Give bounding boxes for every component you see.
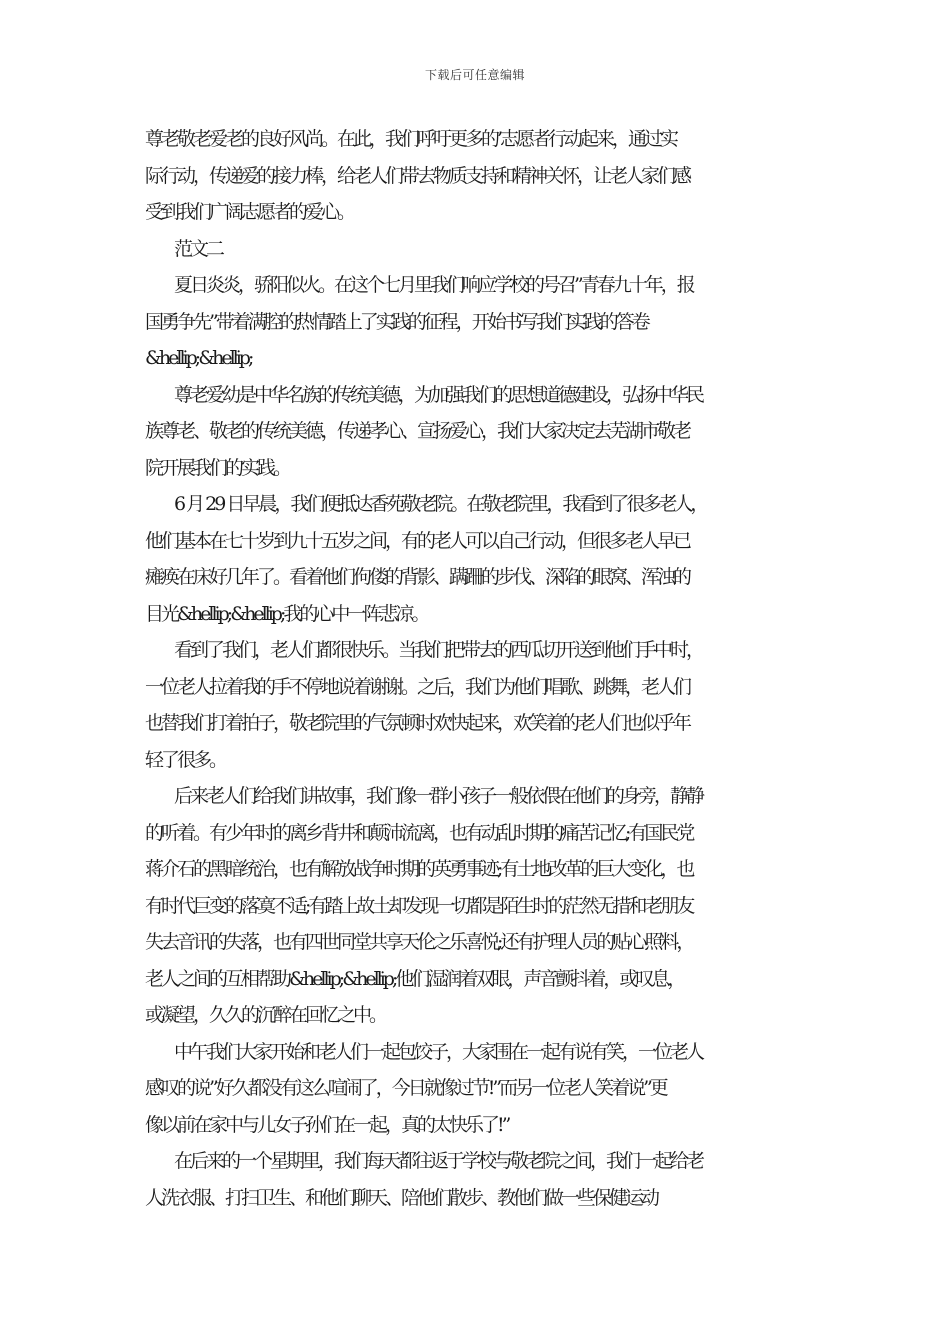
text-line: 后来老人们给我们讲故事，我们像一群小孩子一般依偎在他们的身旁，静静 — [174, 785, 703, 807]
text-line: 国勇争先”带着满腔的热情踏上了实践的征程，开始书写我们实践的答卷 — [145, 310, 648, 333]
text-line: 一位老人拉着我的手不停地说着谢谢。之后，我们为他们唱歌、跳舞，老人们 — [145, 675, 690, 698]
section-heading: 范文二 — [174, 237, 223, 260]
text-line: 目光&hellip;&hellip;我的心中一阵悲凉。 — [145, 602, 428, 625]
text-line: 人洗衣服、打扫卫生、和他们聊天、陪他们散步、教他们做一些保健运动 — [145, 1186, 658, 1209]
text-line: 夏日炎炎，骄阳似火。在这个七月里我们响应学校的号召”青春九十年，报 — [174, 274, 693, 296]
text-line: 或凝望，久久的沉醉在回忆之中。 — [145, 1004, 386, 1026]
page-header: 下载后可任意编辑 — [424, 68, 525, 82]
text-line: 老人之间的互相帮助&hellip;&hellip;他们湿润着双眼，声音颤抖着，或叹息， — [145, 967, 684, 990]
text-line: 失去音讯的失落，也有四世同堂共享天伦之乐喜悦;还有护理人员的贴心照料， — [145, 931, 693, 953]
text-line: 中午我们大家开始和老人们一起包饺子，大家围在一起有说有笑，一位老人 — [174, 1040, 703, 1063]
text-line: 轻了很多。 — [145, 748, 226, 771]
text-line: 受到我们广阔志愿者的爱心。 — [145, 201, 354, 223]
text-line: 有时代巨变的落寞不适;有踏上故土却发现一切都是陌生时的茫然无措和老朋友 — [145, 894, 693, 917]
text-line: 也替我们打着拍子，敬老院里的气氛顿时欢快起来，欢笑着的老人们也似乎年 — [145, 712, 690, 734]
text-line: 在后来的一个星期里，我们每天都往返于学校与敬老院之间，我们一起给老 — [174, 1150, 703, 1172]
text-line: 尊老爱幼是中华名族的传统美德，为加强我们的思想道德建设，弘扬中华民 — [174, 383, 703, 406]
text-line: 族尊老、敬老的传统美德，传递孝心、宣扬爱心，我们大家决定去芜湖市敬老 — [145, 420, 690, 442]
text-line: 院开展我们的实践。 — [145, 456, 290, 479]
text-line: 6 月 29 日早晨，我们便抵达香苑敬老院。在敬老院里，我看到了很多老人， — [174, 493, 707, 515]
text-line: 蒋介石的黑暗统治，也有解放战争时期的英勇事迹;有土地改革的巨大变化，也 — [145, 858, 693, 880]
document-body — [145, 121, 815, 1216]
text-line: &hellip;&hellip; — [145, 347, 252, 369]
text-line: 看到了我们，老人们都很快乐。当我们把带去的西瓜切开送到他们手中时， — [174, 639, 703, 661]
text-line: 尊老敬老爱老的良好风尚。在此，我们呼吁更多的’志愿者行动起来，通过实 — [145, 128, 677, 150]
text-line: 像以前在家中与儿女子孙们在一起，真的太快乐了!” — [145, 1113, 509, 1136]
text-line: 瘫痪在床好几年了。看着他们佝偻的背影、蹒跚的步伐、深陷的眼窝、浑浊的 — [145, 566, 690, 588]
text-line: 际行动，传递爱的接力棒，给老人们带去物质支持和精神关怀，让老人家们感 — [145, 164, 690, 187]
text-line: 的听着。有少年时的离乡背井和颠沛流离，也有动乱时期的痛苦记忆;有国民党 — [145, 821, 693, 844]
text-line: 感叹的说”好久都没有这么喧闹了，今日就像过节!”而另一位老人笑着说”更 — [145, 1077, 666, 1099]
text-line: 他们基本在七十岁到九十五岁之间，有的老人可以自己行动，但很多老人早已 — [145, 529, 690, 552]
